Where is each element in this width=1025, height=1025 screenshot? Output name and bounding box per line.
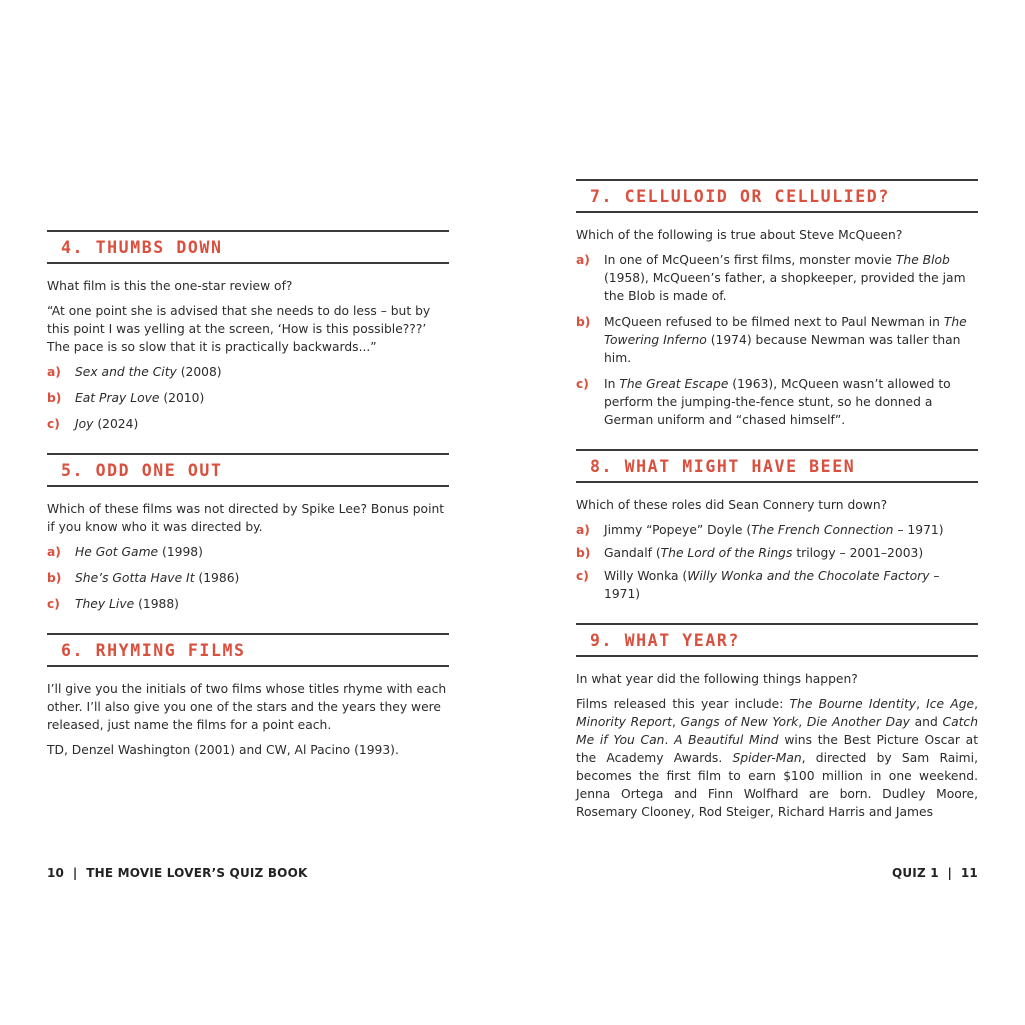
question-5	[47, 453, 449, 613]
question-5-option-a: a) He Got Game (1998)	[47, 545, 203, 559]
question-9	[576, 623, 978, 821]
question-6-heading: 6. RHYMING FILMS	[47, 633, 449, 667]
question-9-prompt: In what year did the following things happen?	[576, 672, 858, 686]
question-9-heading: 9. WHAT YEAR?	[576, 623, 978, 657]
question-4-option-c: c) Joy (2024)	[47, 417, 139, 431]
left-page-column	[47, 230, 449, 779]
question-7-heading: 7. CELLULOID OR CELLULIED?	[576, 179, 978, 213]
question-7	[576, 179, 978, 429]
question-7-option-a: a) In one of McQueen’s first films, monster movie The Blob (1958), McQueen’s father, a shopkeeper, provided the jam the Blob is made of.	[576, 253, 966, 303]
right-page-column	[576, 179, 978, 841]
right-page-footer: QUIZ 1 | 11	[891, 866, 978, 880]
question-8-prompt: Which of these roles did Sean Connery turn down?	[576, 498, 888, 512]
question-7-prompt: Which of the following is true about Steve McQueen?	[576, 228, 903, 242]
question-6-clue: TD, Denzel Washington (2001) and CW, Al Pacino (1993).	[47, 743, 399, 757]
question-7-option-c: c) In The Great Escape (1963), McQueen wasn’t allowed to perform the jumping-the-fence stunt, so he donned a German uniform and “chased himself”.	[576, 377, 951, 427]
question-8-heading: 8. WHAT MIGHT HAVE BEEN	[576, 449, 978, 483]
question-4	[47, 230, 449, 433]
left-page-footer: 10 | THE MOVIE LOVER’S QUIZ BOOK	[47, 866, 308, 880]
question-5-option-b: b) She’s Gotta Have It (1986)	[47, 571, 240, 585]
question-4-quote: “At one point she is advised that she needs to do less – but by this point I was yelling at the screen, ‘How is this possible???’ The pace is so slow that it is practically backwards...”	[47, 304, 431, 354]
question-4-prompt: What film is this the one-star review of?	[47, 279, 293, 293]
question-9-body: Films released this year include: The Bourne Identity, Ice Age, Minority Report, Gangs of New York, Die Another Day and Catch Me if You Can. A Beautiful Mind wins the Best Picture Oscar at the Academy Awards. Spider-Man, directed by Sam Raimi, becomes the first film to earn $100 million in one weekend. Jenna Ortega and Finn Wolfhard are born. Dudley Moore, Rosemary Clooney, Rod Steiger, Richard Harris and James	[576, 697, 979, 819]
question-6-prompt: I’ll give you the initials of two films whose titles rhyme with each other. I’ll also give you one of the stars and the years they were released, just name the films for a point each.	[47, 682, 447, 732]
question-8	[576, 449, 978, 603]
question-4-option-b: b) Eat Pray Love (2010)	[47, 391, 205, 405]
question-8-option-c: c) Willy Wonka (Willy Wonka and the Chocolate Factory – 1971)	[576, 569, 940, 601]
question-5-heading: 5. ODD ONE OUT	[47, 453, 449, 487]
question-8-option-b: b) Gandalf (The Lord of the Rings trilogy – 2001–2003)	[576, 546, 924, 560]
question-5-option-c: c) They Live (1988)	[47, 597, 179, 611]
question-4-option-a: a) Sex and the City (2008)	[47, 365, 222, 379]
question-6	[47, 633, 449, 759]
question-4-heading: 4. THUMBS DOWN	[47, 230, 449, 264]
question-7-option-b: b) McQueen refused to be filmed next to Paul Newman in The Towering Inferno (1974) because Newman was taller than him.	[576, 315, 967, 365]
question-5-prompt: Which of these films was not directed by Spike Lee? Bonus point if you know who it was directed by.	[47, 502, 445, 534]
question-8-option-a: a) Jimmy “Popeye” Doyle (The French Connection – 1971)	[576, 523, 944, 537]
